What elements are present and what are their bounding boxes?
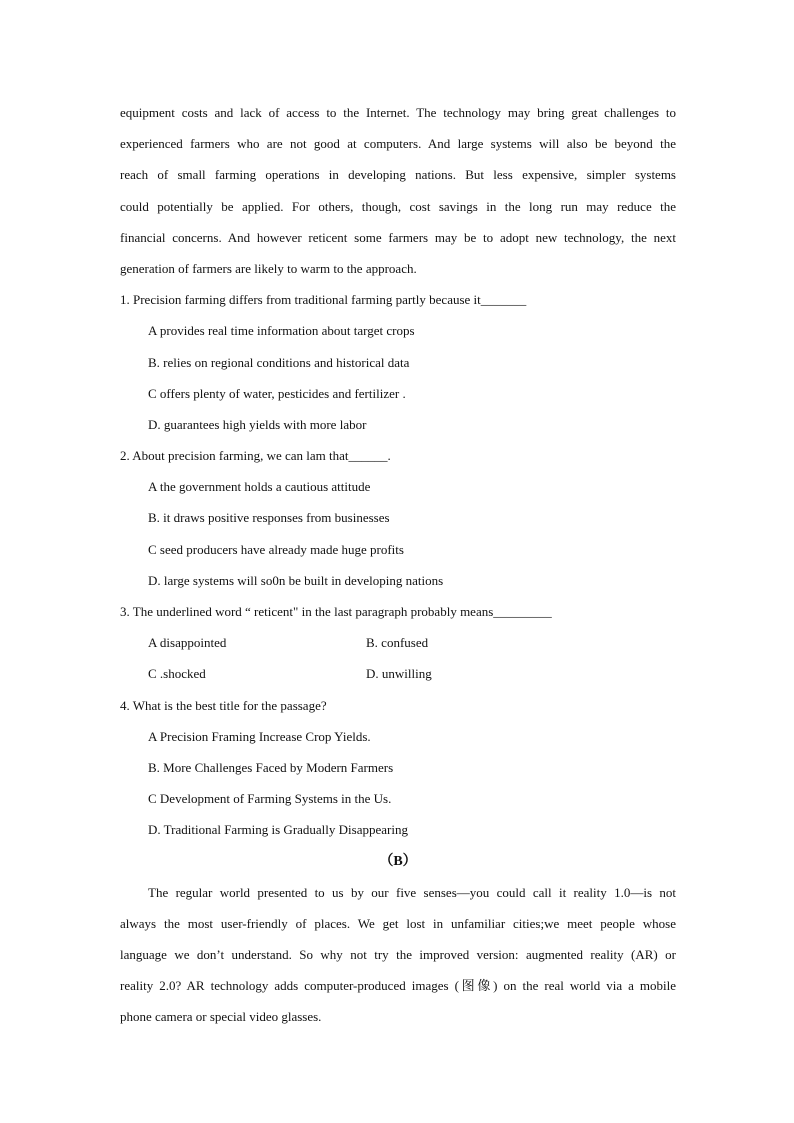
paragraph-line: always the most user-friendly of places. We get lost in unfamiliar cities;we meet people whose bbox=[120, 915, 676, 931]
paragraph-line: experienced farmers who are not good at computers. And large systems will also be beyond the bbox=[120, 136, 676, 152]
paragraph-line: language we don’t understand. So why not try the improved version: augmented reality (AR) or bbox=[120, 947, 676, 963]
option-a: A disappointed bbox=[148, 635, 227, 651]
option-b: B. it draws positive responses from businesses bbox=[148, 510, 390, 526]
option-d: D. guarantees high yields with more labor bbox=[148, 416, 367, 432]
option-d: D. unwilling bbox=[366, 666, 432, 682]
option-a: A Precision Framing Increase Crop Yields. bbox=[148, 728, 371, 744]
passage-b-paragraph bbox=[120, 877, 676, 1033]
paragraph-line: generation of farmers are likely to warm to the approach. bbox=[120, 260, 417, 276]
question-1 bbox=[120, 284, 676, 440]
paragraph-line: equipment costs and lack of access to the Internet. The technology may bring great challenges to bbox=[120, 105, 676, 120]
document-page bbox=[120, 97, 676, 1033]
option-b: B. relies on regional conditions and historical data bbox=[148, 354, 410, 370]
option-b: B. More Challenges Faced by Modern Farmers bbox=[148, 759, 394, 775]
paragraph-line: could potentially be applied. For others, though, cost savings in the long run may reduce the bbox=[120, 198, 676, 214]
question-3 bbox=[120, 596, 676, 690]
option-c: C .shocked bbox=[148, 666, 206, 682]
option-row bbox=[120, 658, 676, 689]
paragraph-line: financial concerns. And however reticent some farmers may be to adopt new technology, the next bbox=[120, 229, 676, 245]
question-4 bbox=[120, 690, 676, 846]
passage-a-ending bbox=[120, 97, 676, 284]
question-stem: 3. The underlined word “ reticent" in the last paragraph probably means_________ bbox=[120, 604, 552, 619]
option-d: D. large systems will so0n be built in developing nations bbox=[148, 572, 444, 588]
paragraph-line: phone camera or special video glasses. bbox=[120, 1009, 322, 1025]
paragraph-line: reach of small farming operations in developing nations. But less expensive, simpler systems bbox=[120, 167, 676, 183]
option-a: A provides real time information about target crops bbox=[148, 323, 415, 339]
option-c: C offers plenty of water, pesticides and fertilizer . bbox=[148, 385, 406, 401]
paragraph-line: The regular world presented to us by our five senses—you could call it reality 1.0—is not bbox=[148, 884, 676, 900]
option-c: C seed producers have already made huge profits bbox=[148, 541, 404, 557]
option-b: B. confused bbox=[366, 635, 429, 651]
option-d: D. Traditional Farming is Gradually Disappearing bbox=[148, 822, 408, 838]
option-a: A the government holds a cautious attitude bbox=[148, 479, 371, 495]
question-stem: 1. Precision farming differs from traditional farming partly because it_______ bbox=[120, 292, 527, 308]
question-stem: 4. What is the best title for the passage? bbox=[120, 697, 327, 713]
section-heading: （B） bbox=[379, 853, 417, 869]
option-row bbox=[120, 627, 676, 658]
option-c: C Development of Farming Systems in the Us. bbox=[148, 791, 392, 807]
paragraph-line: reality 2.0? AR technology adds computer-produced images (图像) on the real world via a mobile bbox=[120, 978, 676, 994]
question-stem: 2. About precision farming, we can lam that______. bbox=[120, 448, 391, 464]
question-2 bbox=[120, 440, 676, 596]
